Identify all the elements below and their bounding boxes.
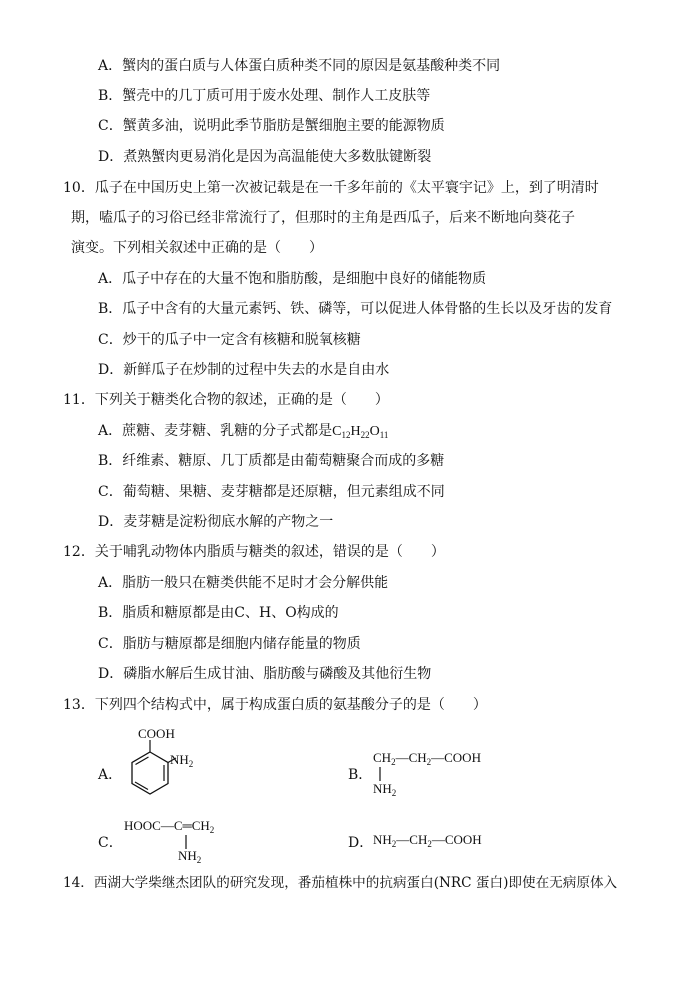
q14-stem: 14．西湖大学柴继杰团队的研究发现，番茄植株中的抗病蛋白(NRC 蛋白)即使在无病原体入 <box>63 875 618 891</box>
q12-option-b: B．脂质和糖原都是由C、H、O构成的 <box>98 605 339 621</box>
q9-option-b: B．蟹壳中的几丁质可用于废水处理、制作人工皮肤等 <box>98 88 431 104</box>
structure-c-nh2: $NH_2$ <box>178 848 202 865</box>
q12-option-a: A．脂肪一般只在糖类供能不足时才会分解供能 <box>98 575 389 591</box>
q11-stem: 11．下列关于糖类化合物的叙述，正确的是（ ） <box>63 392 389 408</box>
q12-option-d: D．磷脂水解后生成甘油、脂肪酸与磷酸及其他衍生物 <box>98 666 432 682</box>
q13-option-c-label: C． <box>98 835 123 851</box>
q10-stem-line2: 期，嗑瓜子的习俗已经非常流行了，但那时的主角是西瓜子，后来不断地向葵花子 <box>71 210 575 226</box>
structure-a-nh2: $NH_2$ <box>170 752 194 769</box>
q13-option-b-label: B． <box>348 767 373 783</box>
q11-option-b: B．纤维素、糖原、几丁质都是由葡萄糖聚合而成的多糖 <box>98 453 445 469</box>
q10-stem-line1: 10．瓜子在中国历史上第一次被记载是在一千多年前的《太平寰宇记》上，到了明清时 <box>63 180 599 196</box>
q11-option-a <box>98 421 388 445</box>
benzene-ring-icon <box>118 740 178 800</box>
q13-stem: 13．下列四个结构式中，属于构成蛋白质的氨基酸分子的是（ ） <box>63 697 487 713</box>
q10-option-b: B．瓜子中含有的大量元素钙、铁、磷等，可以促进人体骨骼的生长以及牙齿的发育 <box>98 301 613 317</box>
q11-option-c: C．葡萄糖、果糖、麦芽糖都是还原糖，但元素组成不同 <box>98 484 445 500</box>
structure-a-cooh: COOH <box>138 726 175 741</box>
bond-line-icon <box>378 767 382 781</box>
q11-option-a-text: A．蔗糖、麦芽糖、乳糖的分子式都是 <box>98 423 333 439</box>
q9-option-d: D．煮熟蟹肉更易消化是因为高温能使大多数肽键断裂 <box>98 149 432 165</box>
q13-option-a-label: A． <box>98 767 123 783</box>
structure-c-chain: $HOOC—C═CH_2$ <box>124 818 215 835</box>
q10-option-c: C．炒干的瓜子中一定含有核糖和脱氧核糖 <box>98 332 361 348</box>
molecular-formula: $C_{12}H_{22}O_{11}$ <box>332 424 389 440</box>
q13-option-d-label: D． <box>348 835 374 851</box>
structure-b-chain: $CH_2—CH_2—COOH$ <box>373 750 481 767</box>
q11-option-d: D．麦芽糖是淀粉彻底水解的产物之一 <box>98 514 334 530</box>
q12-stem: 12．关于哺乳动物体内脂质与糖类的叙述，错误的是（ ） <box>63 544 445 560</box>
q9-option-c: C．蟹黄多油，说明此季节脂肪是蟹细胞主要的能源物质 <box>98 118 445 134</box>
q10-stem-line3: 演变。下列相关叙述中正确的是（ ） <box>71 240 323 256</box>
bond-line-icon <box>184 835 188 849</box>
structure-d-chain: $NH_2—CH_2—COOH$ <box>373 832 482 849</box>
q9-option-a: A．蟹肉的蛋白质与人体蛋白质种类不同的原因是氨基酸种类不同 <box>98 58 501 74</box>
q12-option-c: C．脂肪与糖原都是细胞内储存能量的物质 <box>98 636 361 652</box>
q10-option-a: A．瓜子中存在的大量不饱和脂肪酸，是细胞中良好的储能物质 <box>98 271 487 287</box>
structure-b-nh2: $NH_2$ <box>373 781 397 798</box>
q10-option-d: D．新鲜瓜子在炒制的过程中失去的水是自由水 <box>98 362 390 378</box>
